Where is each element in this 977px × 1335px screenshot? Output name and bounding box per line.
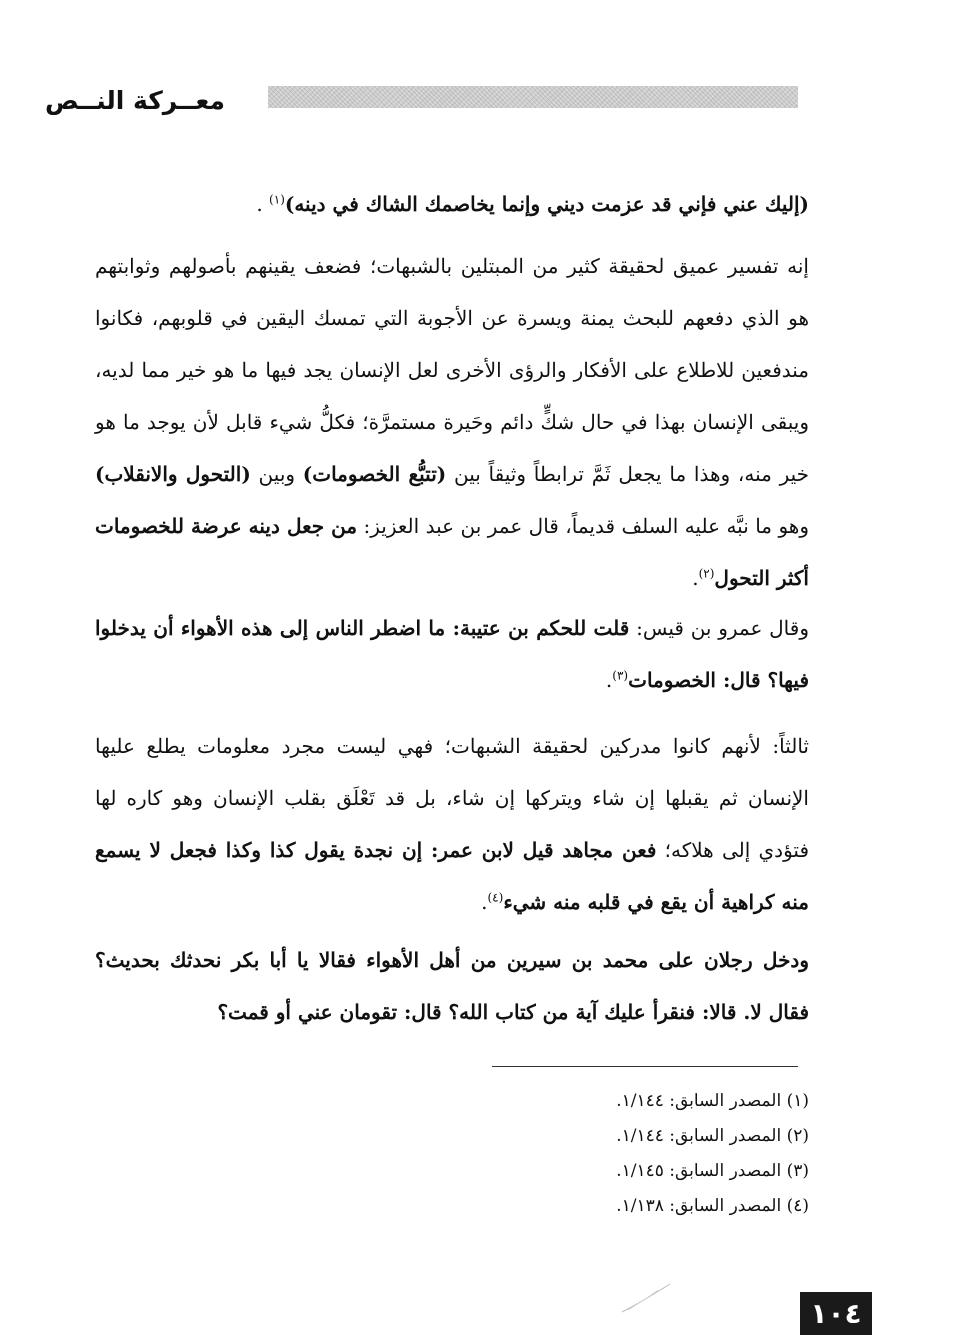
para4-text: ودخل رجلان على محمد بن سيرين من أهل الأهواء فقالا يا أبا بكر نحدثك بحديث؟ فقال لا. قالا: فنقرأ عليك آية من كتاب الله؟ قال: تقومان عني أو قمت؟	[95, 948, 809, 1024]
paragraph-4	[95, 934, 809, 1038]
para1-end: .	[692, 566, 699, 590]
para1-tail: وهو ما نبَّه عليه السلف قديماً، قال عمر بن عبد العزيز:	[357, 514, 809, 538]
para3-end: .	[481, 890, 488, 914]
footnote-1: (١) المصدر السابق: ١/١٤٤.	[616, 1091, 809, 1111]
quote-end: .	[256, 192, 270, 216]
para2-quote: قلت للحكم بن عتيبة: ما اضطر الناس إلى هذه الأهواء أن يدخلوا فيها؟ قال: الخصومات	[95, 616, 809, 692]
footnote-ref-4[interactable]: (٤)	[487, 890, 504, 905]
footnote-3: (٣) المصدر السابق: ١/١٤٥.	[616, 1161, 809, 1181]
para2-lead: وقال عمرو بن قيس:	[629, 616, 809, 640]
footnotes	[449, 1084, 809, 1224]
page-number: ١٠٤	[800, 1292, 872, 1335]
paragraph-1	[95, 240, 809, 604]
quote-text: (إليك عني فإني قد عزمت ديني وإنما يخاصمك الشاك في دينه)	[284, 192, 809, 216]
para1-text: إنه تفسير عميق لحقيقة كثير من المبتلين بالشبهات؛ فضعف يقينهم بأصولهم وثوابتهم هو الذي دفعهم للبحث يمنة ويسرة عن الأجوبة التي تمسك اليقين في قلوبهم، فكانوا مندفعين للاطلاع على الأفكار والرؤى الأخرى لعل الإنسان يجد فيها ما هو خير مما لديه، ويبقى الإنسان بهذا في حال شكٍّ دائم وحَيرة مستمرَّة؛ فكلُّ شيء قابل لأن يوجد ما هو خير منه، وهذا ما يجعل ثَمَّ ترابطاً وثيقاً بين	[95, 254, 810, 486]
opening-quote	[95, 178, 809, 230]
footnote-ref-1[interactable]: (١)	[269, 192, 285, 207]
footnote-2: (٢) المصدر السابق: ١/١٤٤.	[616, 1126, 809, 1146]
paragraph-3	[95, 720, 809, 928]
para2-end: .	[605, 668, 613, 692]
header-band	[268, 86, 798, 108]
para1-quote: من جعل دينه عرضة للخصومات أكثر التحول	[95, 514, 809, 590]
para1-mid: وبين	[250, 462, 303, 486]
footnote-divider	[492, 1066, 798, 1067]
pen-stroke-mark	[618, 1280, 674, 1316]
para3-quote: فعن مجاهد قيل لابن عمر: إن نجدة يقول كذا وكذا فجعل لا يسمع منه كراهية أن يقع في قلبه منه شيء	[95, 838, 809, 914]
footnote-4: (٤) المصدر السابق: ١/١٣٨.	[616, 1196, 809, 1216]
footnote-ref-3[interactable]: (٣)	[612, 668, 629, 683]
para3-text: ثالثاً: لأنهم كانوا مدركين لحقيقة الشبهات؛ فهي ليست مجرد معلومات يطلع عليها الإنسان ثم يقبلها إن شاء ويتركها إن شاء، بل قد تَعْلَق بقلب الإنسان وهو كاره لها فتؤدي إلى هلاكه؛	[95, 734, 810, 862]
running-header-title: معــركة النــص	[45, 86, 225, 115]
para1-term-1: (تتبُّع الخصومات)	[302, 462, 447, 486]
footnote-ref-2[interactable]: (٢)	[698, 566, 715, 581]
para1-term-2: (التحول والانقلاب)	[95, 462, 251, 486]
paragraph-2	[95, 602, 809, 706]
